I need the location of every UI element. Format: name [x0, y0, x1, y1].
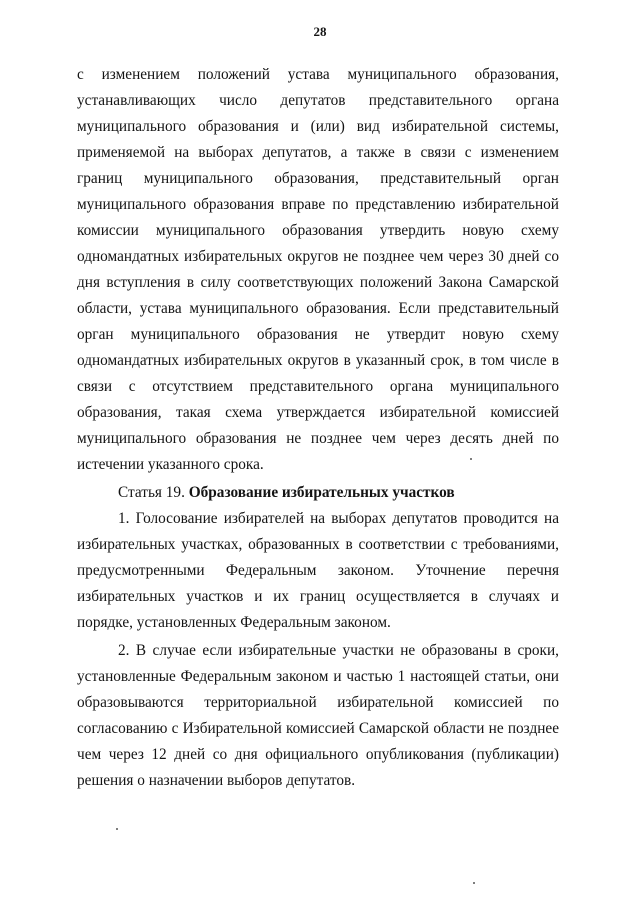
article-label: Статья 19. — [118, 484, 185, 501]
continuation-paragraph: с изменением положений устава муниципального образования, устанавливающих число депутатов представительного органа муниципального образования и (или) вид избирательной системы, применяемой на выборах депутатов, а также в связи с изменением границ муниципального образования, представительный орган муниципального образования вправе по представлению избирательной комиссии муниципального образования утвердить новую схему одномандатных избирательных округов не позднее чем через 30 дней со дня вступления в силу соответствующих положений Закона Самарской области, устава муниципального образования. Если представительный орган муниципального образования не утвердит новую схему одномандатных избирательных округов в указанный срок, в том числе в связи с отсутствием представительного органа муниципального образования, такая схема утверждается избирательной комиссией муниципального образования не позднее чем через десять дней по истечении указанного срока. — [77, 66, 559, 473]
scan-speck — [116, 828, 118, 830]
document-body — [77, 62, 559, 794]
article-title: Образование избирательных участков — [188, 484, 455, 501]
scan-speck — [473, 882, 475, 884]
article-paragraph-1: 1. Голосование избирателей на выборах депутатов проводится на избирательных участках, образованных в соответствии с требованиями, предусмотренными Федеральным законом. Уточнение перечня избирательных участков и их границ осуществляется в случаях и порядке, установленных Федеральным законом. — [77, 510, 559, 631]
scan-speck — [470, 458, 472, 460]
page-number: 28 — [313, 24, 327, 39]
article-paragraph-2: 2. В случае если избирательные участки не образованы в сроки, установленные Федеральным законом и частью 1 настоящей статьи, они образовываются территориальной избирательной комиссией по согласованию с Избирательной комиссией Самарской области не позднее чем через 12 дней со дня официального опубликования (публикации) решения о назначении выборов депутатов. — [77, 642, 559, 789]
article-heading — [77, 480, 559, 506]
